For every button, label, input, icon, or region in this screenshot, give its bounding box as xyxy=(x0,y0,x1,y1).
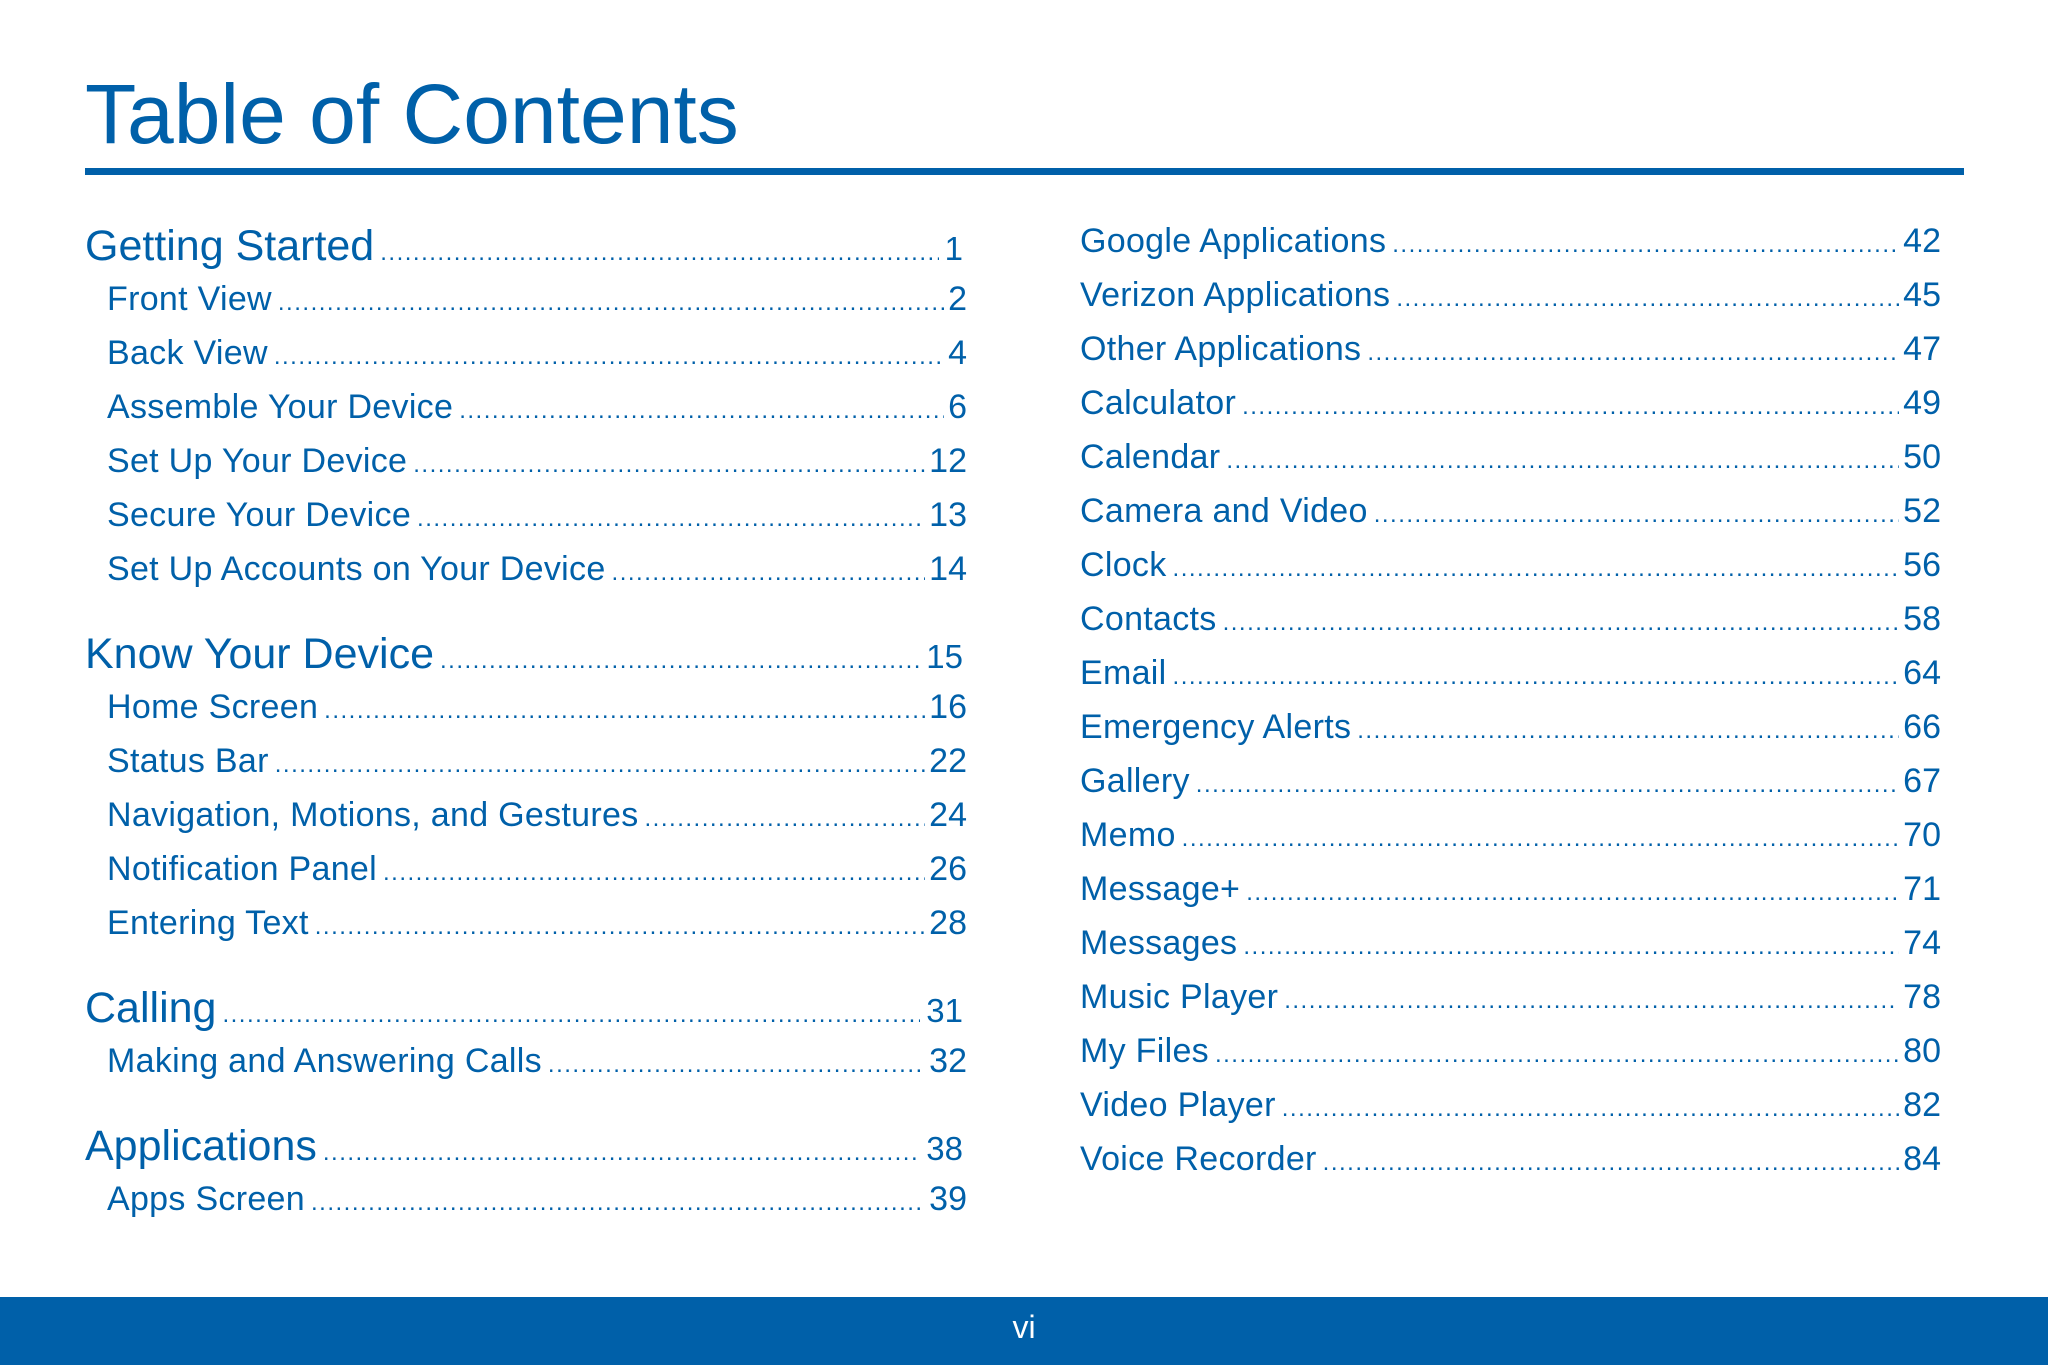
toc-section-know-your-device[interactable] xyxy=(85,630,967,688)
dot-leader xyxy=(542,1053,925,1077)
toc-entry-label: Secure Your Device xyxy=(107,496,412,534)
toc-entry-label: Messages xyxy=(1080,924,1238,962)
toc-entry-navigation-motions-and-gestures[interactable] xyxy=(85,796,967,850)
toc-entry-set-up-accounts-on-your-device[interactable] xyxy=(85,550,967,604)
toc-entry-page-number: 38 xyxy=(926,1130,963,1167)
dot-leader xyxy=(1276,1097,1899,1121)
toc-entry-home-screen[interactable] xyxy=(85,688,967,742)
dot-leader xyxy=(377,861,925,885)
dot-leader xyxy=(1240,881,1899,905)
toc-entry-page-number: 67 xyxy=(1903,762,1941,800)
dot-leader xyxy=(317,1141,920,1165)
toc-entry-my-files[interactable] xyxy=(1080,1032,1941,1086)
dot-leader xyxy=(411,507,925,531)
toc-entry-page-number: 70 xyxy=(1903,816,1941,854)
toc-entry-contacts[interactable] xyxy=(1080,600,1941,654)
toc-entry-page-number: 16 xyxy=(929,688,967,726)
section-gap xyxy=(85,958,967,984)
toc-entry-label: Other Applications xyxy=(1080,330,1362,368)
dot-leader xyxy=(309,915,925,939)
toc-entry-secure-your-device[interactable] xyxy=(85,496,967,550)
toc-entry-google-applications[interactable] xyxy=(1080,222,1941,276)
toc-entry-label: Email xyxy=(1080,654,1167,692)
toc-right-column xyxy=(1080,222,1941,1194)
toc-entry-notification-panel[interactable] xyxy=(85,850,967,904)
toc-entry-label: Home Screen xyxy=(107,688,319,726)
toc-entry-camera-and-video[interactable] xyxy=(1080,492,1941,546)
dot-leader xyxy=(1176,827,1900,851)
toc-entry-label: Calling xyxy=(85,984,217,1032)
toc-entry-page-number: 15 xyxy=(926,638,963,675)
toc-entry-page-number: 80 xyxy=(1903,1032,1941,1070)
dot-leader xyxy=(639,807,926,831)
toc-entry-page-number: 58 xyxy=(1903,600,1941,638)
toc-entry-page-number: 22 xyxy=(929,742,967,780)
toc-entry-page-number: 14 xyxy=(929,550,967,588)
toc-entry-other-applications[interactable] xyxy=(1080,330,1941,384)
toc-entry-entering-text[interactable] xyxy=(85,904,967,958)
toc-entry-label: Assemble Your Device xyxy=(107,388,454,426)
toc-entry-label: Memo xyxy=(1080,816,1176,854)
dot-leader xyxy=(1220,449,1899,473)
toc-entry-page-number: 26 xyxy=(929,850,967,888)
toc-entry-page-number: 39 xyxy=(929,1180,967,1218)
toc-entry-calculator[interactable] xyxy=(1080,384,1941,438)
toc-entry-email[interactable] xyxy=(1080,654,1941,708)
toc-entry-messages[interactable] xyxy=(1080,924,1941,978)
toc-entry-label: Gallery xyxy=(1080,762,1190,800)
dot-leader xyxy=(407,453,925,477)
toc-entry-label: Verizon Applications xyxy=(1080,276,1391,314)
toc-entry-page-number: 4 xyxy=(948,334,967,372)
toc-entry-page-number: 66 xyxy=(1903,708,1941,746)
toc-entry-gallery[interactable] xyxy=(1080,762,1941,816)
toc-entry-page-number: 82 xyxy=(1903,1086,1941,1124)
toc-entry-music-player[interactable] xyxy=(1080,978,1941,1032)
toc-entry-label: Voice Recorder xyxy=(1080,1140,1317,1178)
toc-entry-label: Know Your Device xyxy=(85,630,434,678)
toc-entry-label: Front View xyxy=(107,280,272,318)
toc-entry-page-number: 2 xyxy=(948,280,967,318)
toc-left-column xyxy=(85,222,967,1234)
toc-entry-label: Notification Panel xyxy=(107,850,377,888)
toc-section-getting-started[interactable] xyxy=(85,222,967,280)
toc-entry-page-number: 28 xyxy=(929,904,967,942)
dot-leader xyxy=(216,1003,920,1027)
dot-leader xyxy=(1167,557,1900,581)
toc-entry-calendar[interactable] xyxy=(1080,438,1941,492)
dot-leader xyxy=(305,1191,925,1215)
dot-leader xyxy=(1386,233,1899,257)
toc-entry-page-number: 49 xyxy=(1903,384,1941,422)
toc-entry-page-number: 6 xyxy=(948,388,967,426)
toc-entry-set-up-your-device[interactable] xyxy=(85,442,967,496)
toc-entry-label: Entering Text xyxy=(107,904,309,942)
toc-entry-label: Back View xyxy=(107,334,268,372)
toc-entry-video-player[interactable] xyxy=(1080,1086,1941,1140)
toc-entry-page-number: 71 xyxy=(1903,870,1941,908)
toc-entry-front-view[interactable] xyxy=(85,280,967,334)
dot-leader xyxy=(268,345,944,369)
dot-leader xyxy=(1368,503,1899,527)
dot-leader xyxy=(1351,719,1899,743)
toc-entry-label: Applications xyxy=(85,1122,317,1170)
dot-leader xyxy=(1209,1043,1899,1067)
dot-leader xyxy=(1217,611,1900,635)
toc-entry-page-number: 13 xyxy=(929,496,967,534)
dot-leader xyxy=(269,753,925,777)
toc-entry-page-number: 32 xyxy=(929,1042,967,1080)
toc-entry-page-number: 12 xyxy=(929,442,967,480)
toc-entry-assemble-your-device[interactable] xyxy=(85,388,967,442)
toc-entry-page-number: 42 xyxy=(1903,222,1941,260)
dot-leader xyxy=(1167,665,1900,689)
toc-entry-label: Set Up Accounts on Your Device xyxy=(107,550,606,588)
toc-entry-page-number: 78 xyxy=(1903,978,1941,1016)
toc-entry-label: Apps Screen xyxy=(107,1180,305,1218)
section-gap xyxy=(85,604,967,630)
toc-entry-making-and-answering-calls[interactable] xyxy=(85,1042,967,1096)
toc-entry-page-number: 64 xyxy=(1903,654,1941,692)
toc-entry-page-number: 84 xyxy=(1903,1140,1941,1178)
dot-leader xyxy=(1361,341,1899,365)
toc-entry-verizon-applications[interactable] xyxy=(1080,276,1941,330)
footer-bar xyxy=(0,1297,2048,1365)
dot-leader xyxy=(272,291,944,315)
toc-entry-label: Video Player xyxy=(1080,1086,1276,1124)
toc-entry-label: Music Player xyxy=(1080,978,1279,1016)
page-title: Table of Contents xyxy=(85,67,739,161)
toc-entry-label: Contacts xyxy=(1080,600,1217,638)
toc-entry-label: Status Bar xyxy=(107,742,269,780)
toc-entry-page-number: 56 xyxy=(1903,546,1941,584)
dot-leader xyxy=(374,241,938,265)
toc-entry-page-number: 47 xyxy=(1903,330,1941,368)
toc-entry-message[interactable] xyxy=(1080,870,1941,924)
dot-leader xyxy=(1236,395,1899,419)
dot-leader xyxy=(1317,1151,1900,1175)
toc-section-calling[interactable] xyxy=(85,984,967,1042)
dot-leader xyxy=(1190,773,1899,797)
toc-entry-label: Calendar xyxy=(1080,438,1221,476)
toc-entry-label: Clock xyxy=(1080,546,1167,584)
toc-entry-emergency-alerts[interactable] xyxy=(1080,708,1941,762)
dot-leader xyxy=(1390,287,1899,311)
toc-entry-label: Message+ xyxy=(1080,870,1241,908)
toc-entry-page-number: 52 xyxy=(1903,492,1941,530)
toc-entry-page-number: 74 xyxy=(1903,924,1941,962)
toc-entry-page-number: 50 xyxy=(1903,438,1941,476)
toc-entry-label: Camera and Video xyxy=(1080,492,1368,530)
dot-leader xyxy=(453,399,944,423)
toc-entry-label: Google Applications xyxy=(1080,222,1387,260)
toc-entry-label: My Files xyxy=(1080,1032,1209,1070)
toc-entry-apps-screen[interactable] xyxy=(85,1180,967,1234)
title-divider xyxy=(85,168,1964,175)
toc-entry-clock[interactable] xyxy=(1080,546,1941,600)
toc-section-applications[interactable] xyxy=(85,1122,967,1180)
toc-entry-label: Set Up Your Device xyxy=(107,442,408,480)
toc-entry-label: Navigation, Motions, and Gestures xyxy=(107,796,639,834)
toc-entry-page-number: 24 xyxy=(929,796,967,834)
toc-entry-page-number: 31 xyxy=(926,992,963,1029)
toc-entry-label: Emergency Alerts xyxy=(1080,708,1352,746)
dot-leader xyxy=(1278,989,1899,1013)
dot-leader xyxy=(434,649,920,673)
footer-page-number: vi xyxy=(1012,1309,1036,1345)
dot-leader xyxy=(606,561,926,585)
toc-entry-status-bar[interactable] xyxy=(85,742,967,796)
toc-entry-label: Getting Started xyxy=(85,222,375,270)
dot-leader xyxy=(318,699,925,723)
section-gap xyxy=(85,1096,967,1122)
toc-entry-page-number: 1 xyxy=(944,230,963,267)
toc-entry-back-view[interactable] xyxy=(85,334,967,388)
toc-entry-label: Making and Answering Calls xyxy=(107,1042,542,1080)
dot-leader xyxy=(1237,935,1899,959)
toc-entry-page-number: 45 xyxy=(1903,276,1941,314)
toc-entry-label: Calculator xyxy=(1080,384,1237,422)
toc-entry-voice-recorder[interactable] xyxy=(1080,1140,1941,1194)
toc-entry-memo[interactable] xyxy=(1080,816,1941,870)
